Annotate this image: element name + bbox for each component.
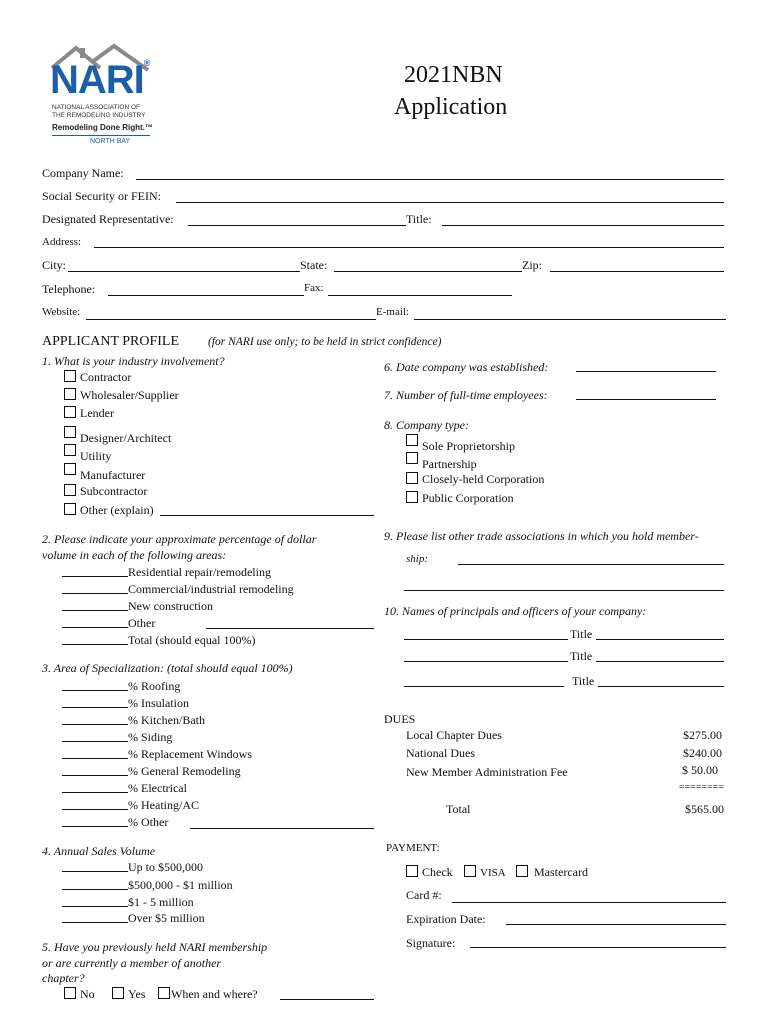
q3-item: % Kitchen/Bath: [62, 713, 205, 728]
q2-item: Commercial/industrial remodeling: [62, 582, 294, 597]
q3-item: % Electrical: [62, 781, 187, 796]
q9-label-1: 9. Please list other trade associations in which you hold member-: [384, 529, 699, 543]
q1-option[interactable]: Designer/Architect: [64, 426, 171, 446]
email-field[interactable]: [414, 319, 726, 320]
q3-label: 3. Area of Specialization: (total should equal 100%): [42, 661, 293, 675]
q2-item: New construction: [62, 599, 213, 614]
checkbox[interactable]: [158, 987, 170, 999]
q3-other-field[interactable]: [190, 828, 374, 829]
checkbox[interactable]: [406, 472, 418, 484]
state-label: State:: [300, 258, 328, 272]
expiration-label: Expiration Date:: [406, 912, 486, 926]
checkbox[interactable]: [464, 865, 476, 877]
principal-title-label: Title: [570, 627, 593, 641]
dues-item-amount: $240.00: [683, 746, 722, 760]
address-label: Address:: [42, 236, 82, 248]
telephone-field[interactable]: [108, 295, 304, 296]
q5-no-option[interactable]: No: [64, 987, 95, 1002]
percent-blank[interactable]: [62, 816, 128, 827]
dues-item-label: New Member Administration Fee: [406, 765, 568, 779]
nari-logo: [44, 40, 156, 152]
q3-item: % Roofing: [62, 679, 180, 694]
checkbox[interactable]: [64, 503, 76, 515]
company-name-label: Company Name:: [42, 166, 124, 180]
q1-label: 1. What is your industry involvement?: [42, 354, 225, 368]
q4-item: Over $5 million: [62, 911, 205, 926]
rep-label: Designated Representative:: [42, 212, 174, 226]
applicant-profile-note: (for NARI use only; to be held in strict confidence): [208, 336, 442, 348]
percent-blank[interactable]: [62, 765, 128, 776]
zip-label: Zip:: [522, 258, 542, 272]
fein-field[interactable]: [176, 202, 724, 203]
dues-total-amount: $565.00: [685, 802, 724, 816]
q4-label: 4. Annual Sales Volume: [42, 844, 156, 858]
q8-option[interactable]: Public Corporation: [406, 491, 514, 506]
q9-field-1[interactable]: [458, 564, 724, 565]
payment-visa-option[interactable]: VISA: [464, 865, 506, 880]
percent-blank[interactable]: [62, 731, 128, 742]
checkbox[interactable]: [64, 426, 76, 438]
dues-item-amount: $275.00: [683, 728, 722, 742]
checkbox[interactable]: [64, 444, 76, 456]
q1-other-field[interactable]: [160, 515, 374, 516]
expiration-field[interactable]: [506, 924, 726, 925]
checkbox[interactable]: [64, 370, 76, 382]
q3-item: % Insulation: [62, 696, 189, 711]
percent-blank[interactable]: [62, 583, 128, 594]
checkbox[interactable]: [516, 865, 528, 877]
state-field[interactable]: [334, 271, 522, 272]
q5-yes-option[interactable]: Yes: [112, 987, 145, 1002]
principal-title-field[interactable]: [598, 686, 724, 687]
company-name-field[interactable]: [136, 179, 724, 180]
percent-blank[interactable]: [62, 782, 128, 793]
q8-option[interactable]: Sole Proprietorship: [406, 434, 515, 454]
q8-option[interactable]: Partnership: [406, 452, 477, 472]
q2-item: Other: [62, 616, 155, 631]
checkbox[interactable]: [64, 388, 76, 400]
payment-mastercard-option[interactable]: Mastercard: [516, 865, 588, 880]
checkbox[interactable]: [64, 463, 76, 475]
logo-divider: [52, 135, 150, 136]
checkbox[interactable]: [64, 484, 76, 496]
q2-label-2: volume in each of the following areas:: [42, 548, 227, 562]
q1-option[interactable]: Wholesaler/Supplier: [64, 388, 179, 403]
dues-item-amount: $ 50.00: [682, 763, 718, 777]
dues-item-label: National Dues: [406, 746, 475, 760]
q3-item: % Heating/AC: [62, 798, 199, 813]
checkbox[interactable]: [406, 452, 418, 464]
website-field[interactable]: [86, 319, 376, 320]
principal-title-label: Title: [572, 674, 595, 688]
q2-label-1: 2. Please indicate your approximate percentage of dollar: [42, 532, 317, 546]
q10-label: 10. Names of principals and officers of your company:: [384, 604, 647, 618]
q3-item: % Replacement Windows: [62, 747, 252, 762]
checkbox[interactable]: [64, 406, 76, 418]
percent-blank[interactable]: [62, 799, 128, 810]
q5-when-option[interactable]: When and where?: [158, 987, 258, 1002]
rep-title-label: Title:: [406, 212, 432, 226]
q2-item: Residential repair/remodeling: [62, 565, 271, 580]
q9-field-2[interactable]: [404, 590, 724, 591]
fax-label: Fax:: [304, 282, 324, 294]
dues-heading: DUES: [384, 712, 416, 726]
signature-field[interactable]: [470, 947, 726, 948]
fein-label: Social Security or FEIN:: [42, 189, 161, 203]
fax-field[interactable]: [328, 295, 512, 296]
q5-label-3: chapter?: [42, 971, 85, 985]
q3-item: % Other: [62, 815, 168, 830]
principal-name-field[interactable]: [404, 661, 568, 662]
dues-separator: ========: [678, 782, 724, 793]
sales-blank[interactable]: [62, 861, 128, 872]
principal-name-field[interactable]: [404, 686, 564, 687]
percent-blank[interactable]: [62, 748, 128, 759]
q8-label: 8. Company type:: [384, 418, 469, 432]
q1-option[interactable]: Subcontractor: [64, 484, 147, 499]
address-field[interactable]: [94, 247, 724, 248]
q7-label: 7. Number of full-time employees:: [384, 388, 548, 402]
dues-item-label: Local Chapter Dues: [406, 728, 502, 742]
percent-blank[interactable]: [62, 600, 128, 611]
principal-title-field[interactable]: [596, 639, 724, 640]
percent-blank[interactable]: [62, 697, 128, 708]
q3-item: % General Remodeling: [62, 764, 241, 779]
q1-option[interactable]: Manufacturer: [64, 463, 145, 483]
principal-title-label: Title: [570, 649, 593, 663]
q7-field[interactable]: [576, 399, 716, 400]
q2-item: Total (should equal 100%): [62, 633, 255, 648]
website-label: Website:: [42, 306, 81, 318]
city-field[interactable]: [68, 271, 300, 272]
checkbox[interactable]: [406, 434, 418, 446]
sales-blank[interactable]: [62, 912, 128, 923]
q1-option[interactable]: Lender: [64, 406, 114, 421]
card-number-field[interactable]: [452, 902, 726, 903]
sales-blank[interactable]: [62, 879, 128, 890]
q9-label-2: ship:: [406, 553, 428, 565]
q6-label: 6. Date company was established:: [384, 360, 549, 374]
q4-item: Up to $500,000: [62, 860, 203, 875]
applicant-profile-heading: APPLICANT PROFILE: [42, 334, 180, 349]
email-label: E-mail:: [376, 306, 409, 318]
logo-chapter: NORTH BAY: [90, 138, 131, 145]
percent-blank[interactable]: [62, 680, 128, 691]
q6-field[interactable]: [576, 371, 716, 372]
q2-other-field[interactable]: [206, 628, 374, 629]
payment-check-option[interactable]: Check: [406, 865, 453, 880]
percent-blank[interactable]: [62, 714, 128, 725]
q3-item: % Siding: [62, 730, 172, 745]
rep-field[interactable]: [188, 225, 406, 226]
q5-label-2: or are currently a member of another: [42, 956, 222, 970]
rep-title-field[interactable]: [442, 225, 724, 226]
checkbox[interactable]: [64, 987, 76, 999]
card-number-label: Card #:: [406, 888, 442, 902]
signature-label: Signature:: [406, 936, 456, 950]
q4-item: $1 - 5 million: [62, 895, 194, 910]
principal-title-field[interactable]: [596, 661, 724, 662]
q4-item: $500,000 - $1 million: [62, 878, 233, 893]
zip-field[interactable]: [550, 271, 724, 272]
logo-line1: NATIONAL ASSOCIATION OF: [52, 104, 141, 111]
percent-blank[interactable]: [62, 566, 128, 577]
q1-option[interactable]: Contractor: [64, 370, 131, 385]
logo-acronym: NARI: [50, 58, 144, 102]
checkbox[interactable]: [406, 865, 418, 877]
logo-tagline: Remodeling Done Right.™: [52, 123, 153, 132]
principal-name-field[interactable]: [404, 639, 568, 640]
page-title: Application: [394, 94, 508, 120]
percent-blank[interactable]: [62, 634, 128, 645]
q5-when-field[interactable]: [280, 999, 374, 1000]
q1-option[interactable]: Utility: [64, 444, 111, 464]
logo-registered: ®: [143, 58, 150, 68]
checkbox[interactable]: [406, 491, 418, 503]
city-label: City:: [42, 258, 67, 272]
logo-line2: THE REMODELING INDUSTRY: [52, 112, 146, 119]
sales-blank[interactable]: [62, 896, 128, 907]
q5-label-1: 5. Have you previously held NARI membership: [42, 940, 268, 954]
dues-total-label: Total: [446, 802, 471, 816]
q1-option[interactable]: Other (explain): [64, 503, 154, 518]
q8-option[interactable]: Closely-held Corporation: [406, 472, 544, 487]
payment-heading: PAYMENT:: [386, 842, 440, 854]
telephone-label: Telephone:: [42, 282, 96, 296]
checkbox[interactable]: [112, 987, 124, 999]
page-title-year: 2021NBN: [404, 62, 503, 88]
percent-blank[interactable]: [62, 617, 128, 628]
